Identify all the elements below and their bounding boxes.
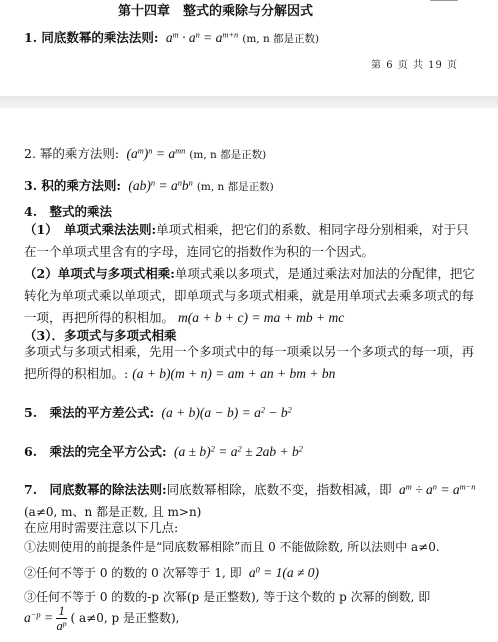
rule-6 [24,444,303,460]
rule-2-label: 2. 幂的乘方法则: [24,146,120,161]
corner-mark [430,0,458,4]
rule-2-note: (m, n 都是正数) [189,149,267,161]
rule-6-label: 6. 乘法的完全平方公式: [24,444,167,459]
rule-7-note-3: ③任何不等于 0 的数的-p 次幂(p 是正整数), 等于这个数的 p 次幂的倒数, 即 [24,590,431,604]
chapter-title: 第十四章 整式的乘除与分解因式 [118,4,314,19]
rule-5 [24,405,292,421]
p3-text: 多项式与多项式相乘，先用一个多项式中的每一项乘以另一个多项式的每一项，再把所得的积相加。: [24,344,475,381]
section-4-heading: 4. 整式的乘法 [24,204,113,219]
page-footer: 第 6 页 共 19 页 [371,60,458,71]
rule-5-formula: $(a + b)(a - b) = a^2 - b^2$ [158,405,292,420]
p3-label: （3）．多项式与多项式相乘 [24,328,177,343]
section-4-p2 [24,263,476,329]
rule-7 [24,482,475,498]
rule-7-formula: $a^m \div a^n = a^{m-n}$ [395,482,476,497]
rule-1-note: (m, n 都是正数) [242,33,320,45]
rule-7-text: 同底数幂相除，底数不变，指数相减，即 [166,482,392,497]
rule-2 [24,146,266,163]
rule-7-notes-intro: 在应用时需要注意以下几点: [24,520,179,535]
rule-7-note-2 [24,565,319,581]
rule-5-label: 5. 乘法的平方差公式: [24,405,155,420]
p3-formula: (a + b)(m + n) = am + an + bm + bn [132,366,336,381]
section-4-p1 [24,219,476,263]
rule-3-label: 3. 积的乘方法则: [24,178,122,193]
rule-1 [24,30,319,47]
page-divider [0,96,498,108]
rule-7-note-1: ①法则使用的前提条件是“同底数幂相除”而且 0 不能做除数, 所以法则中 a≠0. [24,540,440,554]
note-3-fraction: $\frac{1}{a^p}$ [56,604,67,633]
note-2-text: ②任何不等于 0 的数的 0 次幂等于 1, 即 [24,566,242,580]
p2-text: 单项式乘以多项式，是通过乘法对加法的分配律，把它转化为单项式乘以单项式，即单项式与多项式相乘，就是用单项式去乘多项式的每一项，再把所得的积相加。 [24,266,475,325]
rule-1-label: 1. 同底数幂的乘法法则: [24,30,159,45]
p1-label: （1） 单项式乘法法则: [24,222,157,237]
note-3-lhs: $a^{-p}$ = [24,610,57,625]
rule-6-formula: $(a \pm b)^2 = a^2 \pm 2ab + b^2$ [170,444,303,459]
p1-text: 单项式相乘，把它们的系数、相同字母分别相乘，对于只在一个单项式里含有的字母，连同它的指数作为积的一个因式。 [24,222,469,259]
rule-7-note-3-formula [24,604,180,633]
section-4-p3 [24,341,476,385]
rule-1-formula: $a^m \cdot a^n = a^{m+n}$ [162,30,239,45]
p2-label: （2）单项式与多项式相乘: [24,266,175,281]
rule-3-formula: $(ab)^n = a^nb^n$ [125,178,193,193]
note-3-condition: ( a≠0, p 是正整数), [70,611,180,625]
rule-7-condition: (a≠0, m、n 都是正数, 且 m>n) [24,505,202,519]
rule-3-note: (m, n 都是正数) [196,181,274,193]
p2-formula: m(a + b + c) = ma + mb + mc [178,310,345,325]
note-2-formula: $a^0 = 1(a \ne 0)$ [245,565,320,580]
rule-7-label: 7. 同底数幂的除法法则: [24,482,167,497]
rule-3 [24,178,274,195]
rule-2-formula: $(a^m)^n = a^{mn}$ [123,146,186,161]
